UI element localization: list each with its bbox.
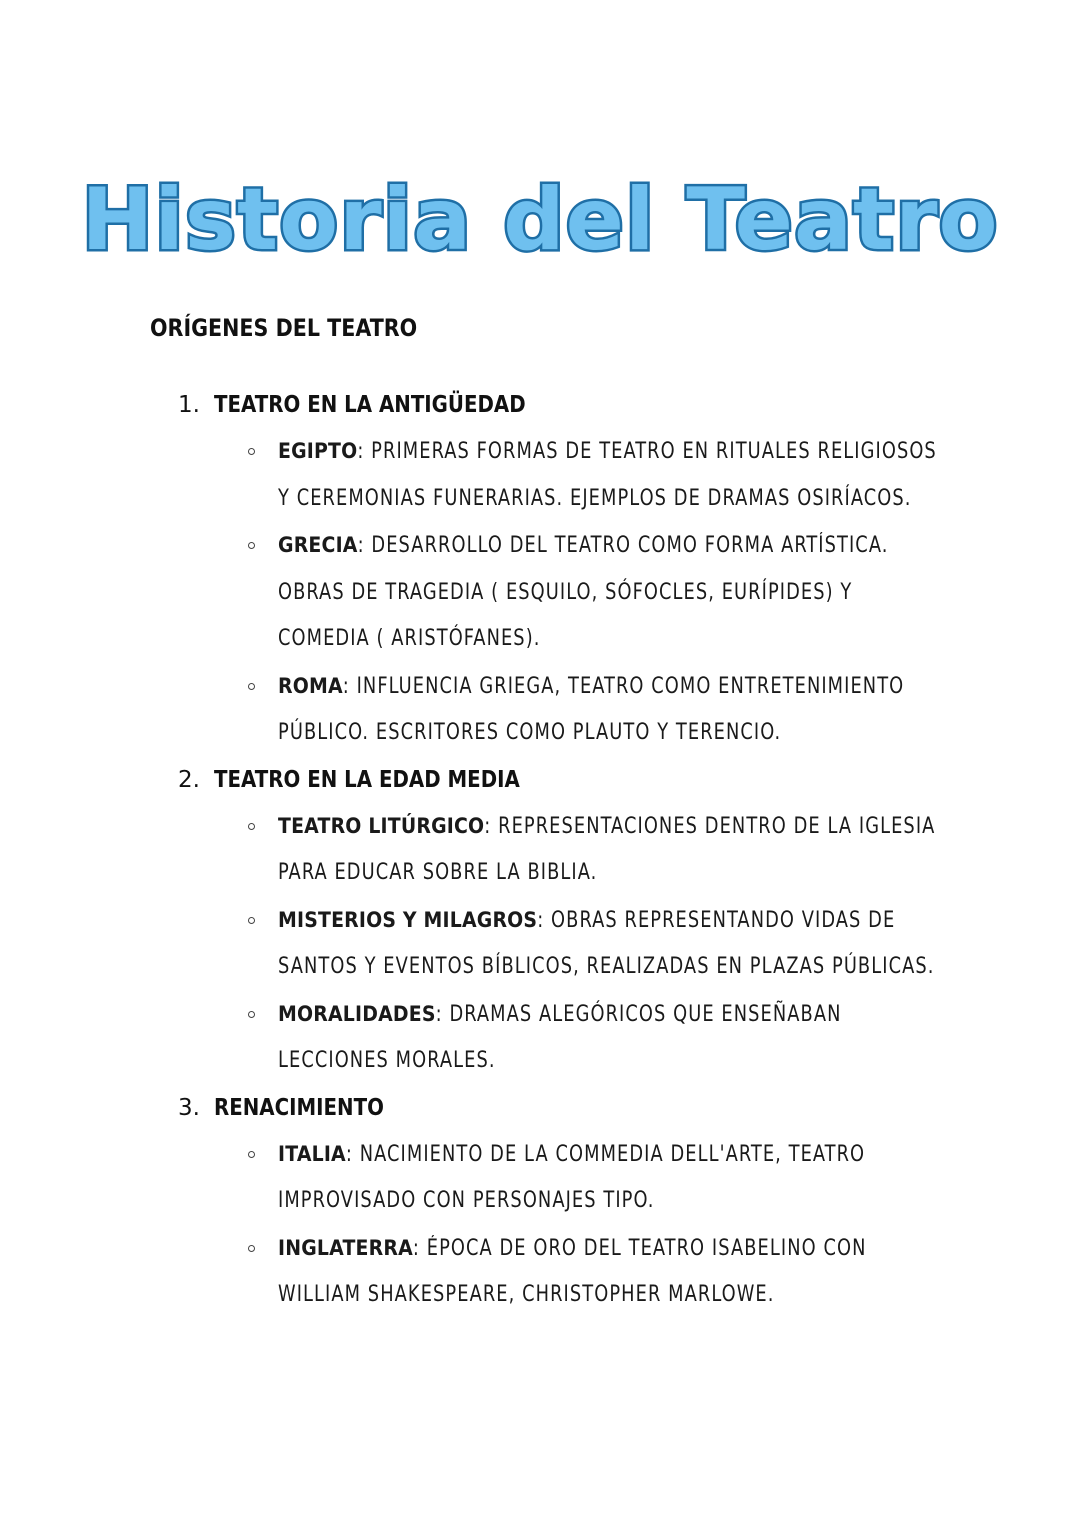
section-title — [178, 1085, 958, 1131]
section-number: 2. — [178, 766, 200, 793]
list-item — [248, 897, 958, 991]
section-title — [178, 382, 958, 428]
outline-section — [178, 382, 958, 757]
list-item — [248, 991, 958, 1085]
list-item — [248, 803, 958, 897]
list-item — [248, 522, 958, 663]
item-text: : NACIMIENTO DE LA COMMEDIA DELL'ARTE, TEATRO IMPROVISADO CON PERSONAJES TIPO. — [278, 1141, 866, 1213]
item-term: MORALIDADES — [278, 1001, 436, 1026]
circle-bullet-icon — [248, 542, 255, 549]
circle-bullet-icon — [248, 1151, 255, 1158]
section-label: RENACIMIENTO — [214, 1094, 384, 1121]
item-text: : DRAMAS ALEGÓRICOS QUE ENSEÑABAN LECCIONES MORALES. — [278, 1001, 842, 1073]
section-label: TEATRO EN LA ANTIGÜEDAD — [214, 392, 526, 418]
item-term: TEATRO LITÚRGICO — [278, 813, 485, 838]
item-text: : REPRESENTACIONES DENTRO DE LA IGLESIA PARA EDUCAR SOBRE LA BIBLIA. — [278, 813, 936, 885]
outline-section — [178, 757, 958, 1085]
circle-bullet-icon — [248, 823, 255, 830]
circle-bullet-icon — [248, 1245, 255, 1252]
item-term: ITALIA — [278, 1141, 346, 1166]
list-item — [248, 1131, 958, 1225]
item-text: : PRIMERAS FORMAS DE TEATRO EN RITUALES RELIGIOSOS Y CEREMONIAS FUNERARIAS. EJEMPLOS DE DRAMAS OSIRÍACOS. — [278, 439, 937, 511]
item-term: INGLATERRA — [278, 1235, 413, 1260]
list-item — [248, 1225, 958, 1319]
item-term: MISTERIOS Y MILAGROS — [278, 907, 538, 932]
item-text: : OBRAS REPRESENTANDO VIDAS DE SANTOS Y EVENTOS BÍBLICOS, REALIZADAS EN PLAZAS PÚBLICAS. — [278, 907, 935, 979]
item-term: ROMA — [278, 673, 343, 698]
page-title: Historia del Teatro — [81, 170, 999, 270]
outline-list — [178, 382, 958, 1319]
section-label: TEATRO EN LA EDAD MEDIA — [214, 766, 520, 793]
circle-bullet-icon — [248, 1011, 255, 1018]
item-term: EGIPTO — [278, 439, 358, 463]
item-text: : INFLUENCIA GRIEGA, TEATRO COMO ENTRETENIMIENTO PÚBLICO. ESCRITORES COMO PLAUTO Y TERENCIO. — [278, 673, 905, 745]
list-item — [248, 428, 958, 522]
list-item — [248, 663, 958, 757]
sub-list — [178, 1131, 958, 1319]
circle-bullet-icon — [248, 917, 255, 924]
section-heading: ORÍGENES DEL TEATRO — [150, 314, 418, 342]
section-number: 3. — [178, 1094, 200, 1121]
circle-bullet-icon — [248, 683, 255, 690]
section-number: 1. — [178, 392, 200, 418]
circle-bullet-icon — [248, 448, 255, 455]
item-term: GRECIA — [278, 533, 358, 557]
sub-list — [178, 803, 958, 1085]
outline-section — [178, 1085, 958, 1319]
item-text: : DESARROLLO DEL TEATRO COMO FORMA ARTÍSTICA. OBRAS DE TRAGEDIA ( ESQUILO, SÓFOCLES, EURÍPIDES) Y COMEDIA ( ARISTÓFANES). — [278, 533, 889, 651]
sub-list — [178, 428, 958, 757]
section-title — [178, 757, 958, 803]
item-text: : ÉPOCA DE ORO DEL TEATRO ISABELINO CON WILLIAM SHAKESPEARE, CHRISTOPHER MARLOWE. — [278, 1235, 867, 1307]
